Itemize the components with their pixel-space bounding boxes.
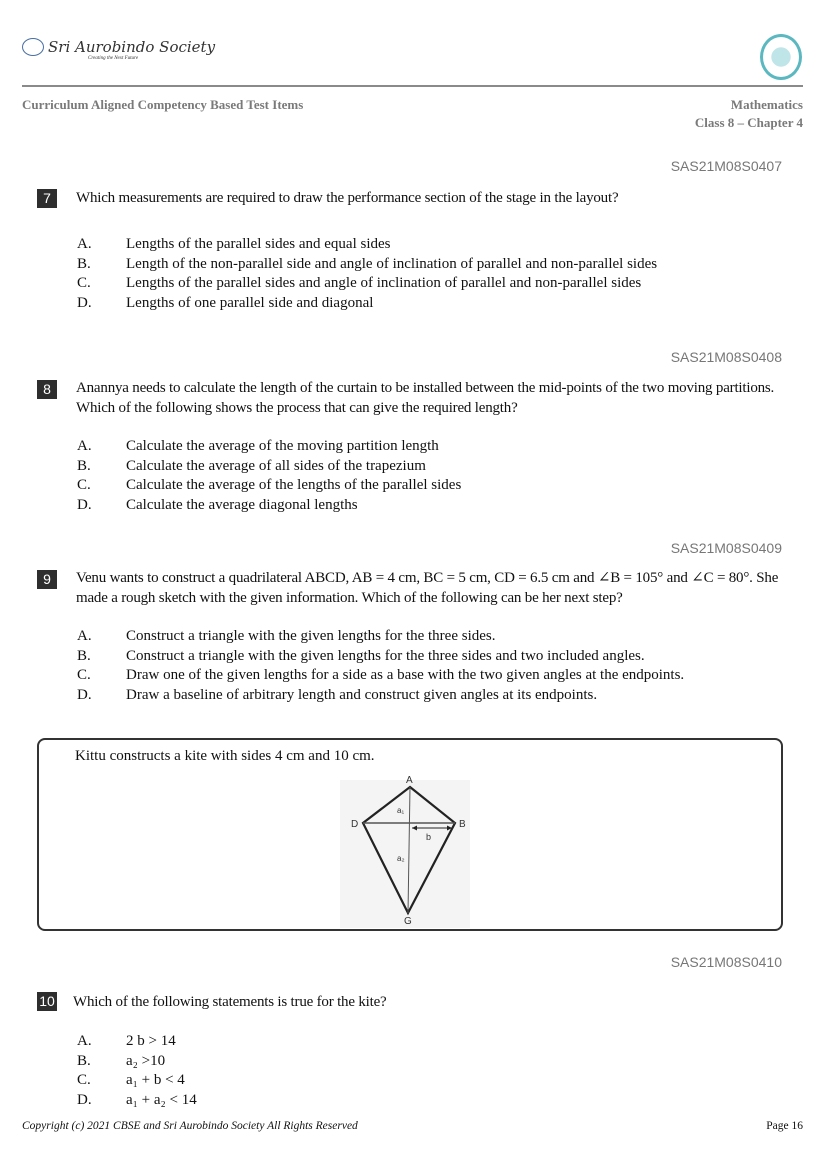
question-number: 8: [37, 380, 57, 399]
option: [77, 1071, 197, 1091]
option-letter: B.: [77, 647, 91, 664]
option-text: Construct a triangle with the given lengths for the three sides and two included angles.: [126, 647, 645, 664]
option-letter: B.: [77, 255, 91, 272]
option: [77, 1032, 197, 1052]
option-letter: D.: [77, 496, 92, 513]
logo-text: Sri Aurobindo Society: [48, 38, 216, 56]
option-letter: B.: [77, 457, 91, 474]
option-letter: B.: [77, 1052, 91, 1069]
vertex-label-b: B: [459, 819, 466, 830]
option-text: Calculate the average of the lengths of the parallel sides: [126, 477, 462, 494]
question-code: SAS21M08S0408: [670, 349, 782, 365]
question-code: SAS21M08S0407: [670, 158, 782, 174]
option-text: Lengths of the parallel sides and angle of inclination of parallel and non-parallel sides: [126, 275, 642, 292]
option-letter: C.: [77, 477, 91, 494]
option-letter: A.: [77, 236, 92, 252]
option-text: Calculate the average of all sides of the trapezium: [126, 457, 426, 474]
option-text: Lengths of one parallel side and diagonal: [126, 294, 374, 311]
question-code: SAS21M08S0410: [670, 954, 782, 970]
option: [77, 1052, 197, 1072]
vertex-label-c: G: [404, 916, 412, 927]
label-a2: a₂: [397, 854, 405, 863]
option-letter: A.: [77, 1033, 92, 1049]
option-letter: C.: [77, 667, 91, 684]
option: [77, 1091, 197, 1111]
subject: Mathematics: [730, 97, 803, 112]
option-letter: C.: [77, 1072, 91, 1089]
label-b: b: [426, 832, 432, 842]
question-code: SAS21M08S0409: [670, 540, 782, 556]
option-text: Draw one of the given lengths for a side as a base with the two given angles at the endpoints.: [126, 667, 685, 684]
question-number: 9: [37, 570, 57, 589]
question-number: 10: [37, 992, 57, 1011]
option-text: Length of the non-parallel side and angle of inclination of parallel and non-parallel sides: [126, 255, 658, 272]
option-text: a₁ + b < 4: [126, 1072, 185, 1089]
logo-tagline: Creating the Next Future: [88, 56, 139, 61]
option-letter: D.: [77, 294, 92, 311]
option-letter: D.: [77, 686, 92, 703]
question-text: Anannya needs to calculate the length of the curtain to be installed between the mid-points of the two moving partitions. Which of the following shows the process that can give the required length?: [76, 380, 775, 416]
option-letter: D.: [77, 1091, 92, 1108]
option-text: a₁ + a₂ < 14: [126, 1091, 197, 1108]
option-text: Construct a triangle with the given lengths for the three sides.: [126, 628, 496, 644]
options-list: [77, 1032, 197, 1110]
question-text: Which measurements are required to draw the performance section of the stage in the layout?: [76, 190, 619, 206]
option-letter: C.: [77, 275, 91, 292]
vertex-label-a: A: [406, 775, 413, 786]
option-text: Calculate the average of the moving partition length: [126, 438, 439, 454]
option-letter: A.: [77, 628, 92, 644]
label-a1: a₁: [397, 806, 405, 815]
option-text: a₂ >10: [126, 1052, 166, 1069]
vertex-label-d: D: [351, 819, 359, 830]
document-title: Curriculum Aligned Competency Based Test Items: [22, 97, 304, 112]
class-chapter: Class 8 – Chapter 4: [694, 115, 803, 130]
kite-context-text: Kittu constructs a kite with sides 4 cm and 10 cm.: [75, 748, 375, 764]
copyright: Copyright (c) 2021 CBSE and Sri Aurobindo Society All Rights Reserved: [22, 1120, 358, 1132]
option-text: 2 b > 14: [126, 1033, 176, 1049]
question-text: Venu wants to construct a quadrilateral ABCD, AB = 4 cm, BC = 5 cm, CD = 6.5 cm and ∠B = 105° and ∠C = 80°. She made a rough sketch with the given information. Which of the following can be her next step?: [76, 570, 779, 606]
question-text: Which of the following statements is true for the kite?: [73, 994, 387, 1010]
question-number: 7: [37, 189, 57, 208]
option-text: Calculate the average diagonal lengths: [126, 496, 358, 513]
option-letter: A.: [77, 438, 92, 454]
option-text: Draw a baseline of arbitrary length and construct given angles at its endpoints.: [126, 686, 598, 703]
option-text: Lengths of the parallel sides and equal sides: [126, 236, 391, 252]
page-number: Page 16: [766, 1120, 803, 1132]
